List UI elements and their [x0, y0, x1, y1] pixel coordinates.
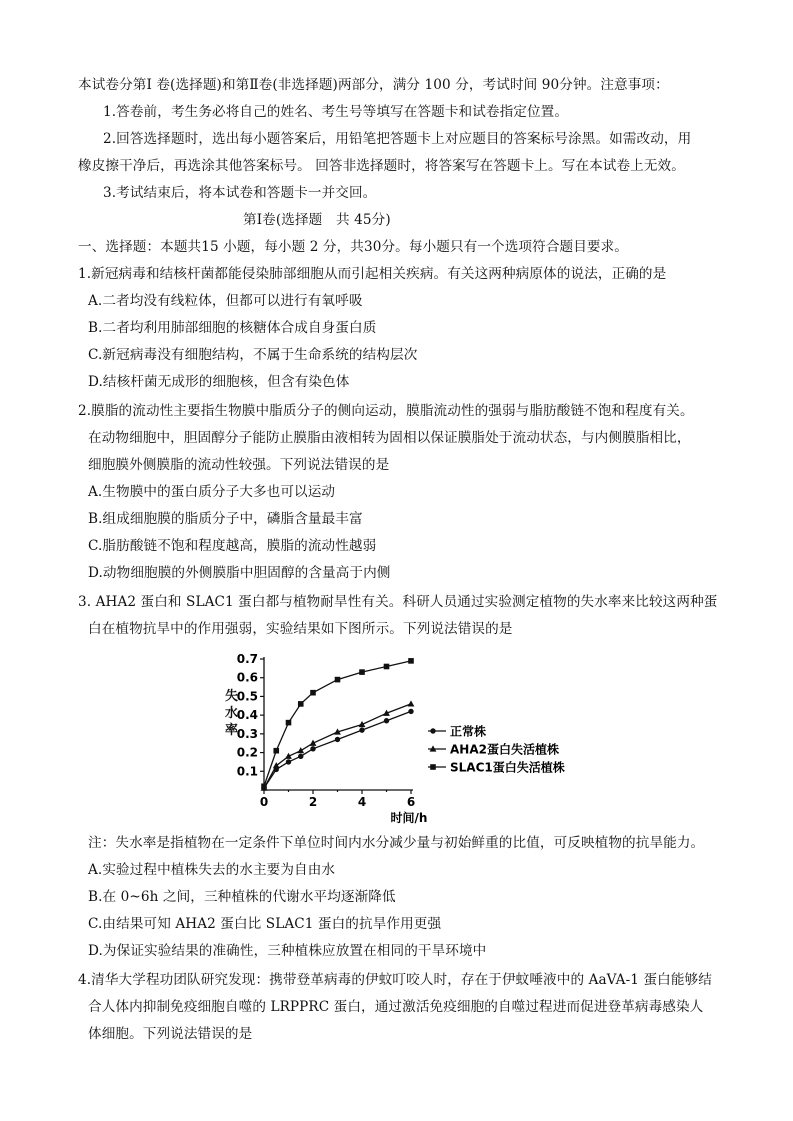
instruction-3: 3.考试结束后，将本试卷和答题卡一并交回。 [103, 185, 377, 201]
q2-option-a: A.生物膜中的蛋白质分子大多也可以运动 [88, 484, 336, 500]
data-point-s1 [310, 746, 315, 751]
y-tick-label: 0.3 [236, 726, 258, 741]
data-point-s1 [384, 718, 389, 723]
q2-stem-c: 细胞膜外侧膜脂的流动性较强。下列说法错误的是 [88, 457, 390, 473]
y-axis-label: 失水率 [225, 689, 239, 738]
instruction-2b: 橡皮擦干净后，再选涂其他答案标号。 回答非选择题时，将答案写在答题卡上。写在本试卷上无效。 [78, 158, 685, 174]
x-tick-label: 0 [259, 795, 269, 809]
q1-option-b: B.二者均利用肺部细胞的核糖体合成自身蛋白质 [88, 320, 377, 336]
part-heading: 一、选择题：本题共15 小题，每小题 2 分，共30分。每小题只有一个选项符合题目要求。 [78, 239, 628, 255]
q3-stem-b: 白在植物抗旱中的作用强弱，实验结果如下图所示。下列说法错误的是 [88, 621, 513, 637]
q2-option-d: D.动物细胞膜的外侧膜脂中胆固醇的含量高于内侧 [88, 565, 391, 581]
q1-option-a: A.二者均没有线粒体，但都可以进行有氧呼吸 [88, 293, 363, 309]
q4-stem-a: 4.清华大学程功团队研究发现：携带登革病毒的伊蚊叮咬人时，存在于伊蚊唾液中的 AaVA-1 蛋白能够结 [78, 972, 712, 988]
q1-option-c: C.新冠病毒没有细胞结构，不属于生命系统的结构层次 [88, 347, 418, 363]
legend-label: AHA2蛋白失活植株 [450, 742, 559, 757]
data-point-s3 [359, 669, 365, 675]
x-axis-label: 时间/h [390, 811, 428, 825]
data-point-s3 [273, 748, 279, 754]
chart-svg [222, 644, 592, 830]
y-tick-label: 0.2 [236, 745, 258, 760]
data-point-s1 [408, 709, 413, 714]
y-tick-label: 0.4 [236, 708, 258, 723]
q3-option-a: A.实验过程中植株失去的水主要为自由水 [88, 862, 336, 878]
q2-stem-b: 在动物细胞中，胆固醇分子能防止膜脂由液相转为固相以保证膜脂处于流动状态，与内侧膜脂相比， [88, 430, 691, 446]
data-point-s2 [273, 762, 280, 768]
q1-option-d: D.结核杆菌无成形的细胞核，但含有染色体 [88, 374, 350, 390]
series-line-2 [264, 704, 411, 788]
x-tick-label: 2 [308, 795, 318, 809]
instruction-1: 1.答卷前，考生务必将自己的姓名、考生号等填写在答题卡和试卷指定位置。 [103, 104, 569, 120]
x-tick-label: 6 [406, 795, 416, 809]
intro-line: 本试卷分第Ⅰ 卷(选择题)和第Ⅱ卷(非选择题)两部分，满分 100 分，考试时间 90分钟。注意事项： [78, 77, 669, 93]
data-point-s3 [408, 658, 414, 664]
data-point-s3 [261, 783, 267, 789]
data-point-s2 [408, 700, 415, 706]
data-point-s1 [335, 737, 340, 742]
instruction-2a: 2.回答选择题时，选出每小题答案后，用铅笔把答题卡上对应题目的答案标号涂黑。如需改动，用 [103, 131, 692, 147]
y-tick-label: 0.6 [236, 670, 258, 685]
y-tick-label: 0.7 [236, 652, 258, 666]
data-point-s3 [286, 720, 292, 726]
legend-marker [430, 728, 435, 733]
q2-option-c: C.脂肪酸链不饱和程度越高，膜脂的流动性越弱 [88, 538, 377, 554]
data-point-s3 [310, 690, 316, 696]
legend-label: 正常株 [450, 724, 487, 739]
data-point-s1 [286, 759, 291, 764]
data-point-s1 [298, 754, 303, 759]
q3-option-c: C.由结果可知 AHA2 蛋白比 SLAC1 蛋白的抗旱作用更强 [88, 916, 442, 932]
legend-marker [430, 764, 436, 770]
x-tick-label: 4 [357, 795, 367, 809]
q1-stem: 1.新冠病毒和结核杆菌都能侵染肺部细胞从而引起相关疾病。有关这两种病原体的说法，正确的是 [78, 266, 667, 282]
q3-option-d: D.为保证实验结果的准确性，三种植株应放置在相同的干旱环境中 [88, 943, 487, 959]
q3-option-b: B.在 0~6h 之间，三种植株的代谢水平均逐渐降低 [88, 889, 396, 905]
q4-stem-b: 合人体内抑制免疫细胞自噬的 LRPPRC 蛋白，通过激活免疫细胞的自噬过程进而促进登革病毒感染人 [88, 999, 704, 1015]
data-point-s2 [297, 747, 304, 753]
q2-stem-a: 2.膜脂的流动性主要指生物膜中脂质分子的侧向运动，膜脂流动性的强弱与脂肪酸链不饱和程度有关。 [78, 403, 694, 419]
q3-note: 注：失水率是指植物在一定条件下单位时间内水分减少量与初始鲜重的比值，可反映植物的抗旱能力。 [88, 835, 705, 851]
water-loss-chart [222, 644, 592, 830]
data-point-s3 [335, 677, 341, 683]
data-point-s3 [384, 664, 390, 670]
q3-stem-a: 3. AHA2 蛋白和 SLAC1 蛋白都与植物耐旱性有关。科研人员通过实验测定植物的失水率来比较这两种蛋 [78, 594, 718, 610]
data-point-s1 [359, 727, 364, 732]
section-title: 第Ⅰ卷(选择题 共 45分) [243, 212, 391, 228]
q4-stem-c: 体细胞。下列说法错误的是 [88, 1026, 253, 1042]
q2-option-b: B.组成细胞膜的脂质分子中，磷脂含量最丰富 [88, 511, 363, 527]
data-point-s3 [298, 701, 304, 707]
y-tick-label: 0.1 [236, 764, 258, 779]
legend-label: SLAC1蛋白失活植株 [450, 760, 565, 775]
y-tick-label: 0.5 [236, 689, 258, 704]
